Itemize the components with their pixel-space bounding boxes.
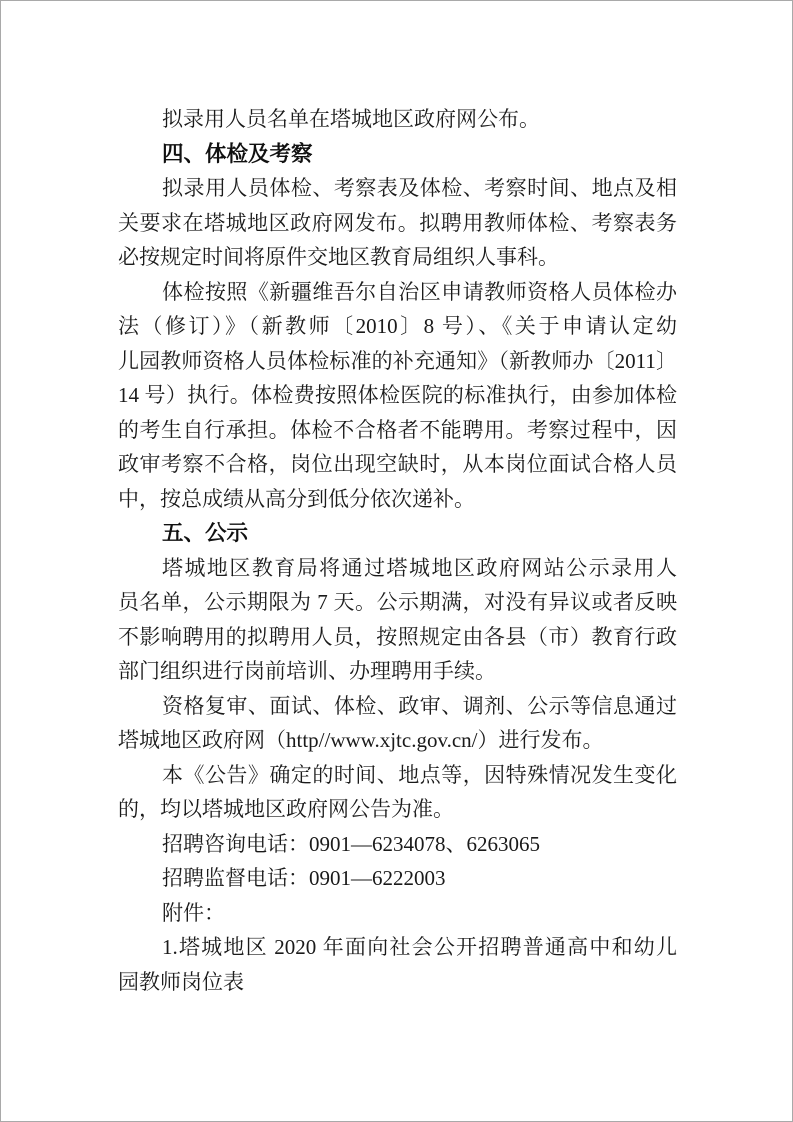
document-line: 本《公告》确定的时间、地点等，因特殊情况发生变化 <box>162 762 677 787</box>
document-line: 的考生自行承担。体检不合格者不能聘用。考察过程中，因 <box>118 417 677 442</box>
document-line: 资格复审、面试、体检、政审、调剂、公示等信息通过 <box>162 693 677 718</box>
document-line: 附件： <box>162 900 225 925</box>
document-content <box>118 102 677 999</box>
section-heading: 四、体检及考察 <box>162 141 313 166</box>
document-line: 园教师岗位表 <box>118 969 244 994</box>
document-line: 招聘咨询电话：0901—6234078、6263065 <box>162 831 540 856</box>
document-line: 员名单，公示期限为 7 天。公示期满，对没有异议或者反映 <box>118 590 677 614</box>
document-line: 塔城地区教育局将通过塔城地区政府网站公示录用人 <box>162 555 677 580</box>
document-line: 部门组织进行岗前培训、办理聘用手续。 <box>118 659 496 683</box>
document-line: 政审考察不合格，岗位出现空缺时，从本岗位面试合格人员 <box>118 452 677 476</box>
document-line: 必按规定时间将原件交地区教育局组织人事科。 <box>118 245 559 269</box>
document-line: 法（修订）》（新教师〔2010〕8 号）、《关于申请认定幼 <box>118 314 677 338</box>
document-line: 拟录用人员体检、考察表及体检、考察时间、地点及相 <box>162 176 677 200</box>
document-line: 儿园教师资格人员体检标准的补充通知》（新教师办〔2011〕 <box>118 348 677 373</box>
document-line: 招聘监督电话：0901—6222003 <box>162 866 446 890</box>
document-line: 14 号）执行。体检费按照体检医院的标准执行，由参加体检 <box>118 383 677 407</box>
section-heading: 五、公示 <box>162 521 249 545</box>
document-line: 拟录用人员名单在塔城地区政府网公布。 <box>162 107 540 131</box>
document-line: 中，按总成绩从高分到低分依次递补。 <box>118 486 475 511</box>
document-line: 1.塔城地区 2020 年面向社会公开招聘普通高中和幼儿 <box>162 935 677 959</box>
document-line: 的，均以塔城地区政府网公告为准。 <box>118 797 454 821</box>
document-line: 不影响聘用的拟聘用人员，按照规定由各县（市）教育行政 <box>118 624 677 649</box>
document-line: 关要求在塔城地区政府网发布。拟聘用教师体检、考察表务 <box>118 210 677 235</box>
document-line: 体检按照《新疆维吾尔自治区申请教师资格人员体检办 <box>162 279 677 304</box>
document-line: 塔城地区政府网（http//www.xjtc.gov.cn/）进行发布。 <box>118 728 604 752</box>
